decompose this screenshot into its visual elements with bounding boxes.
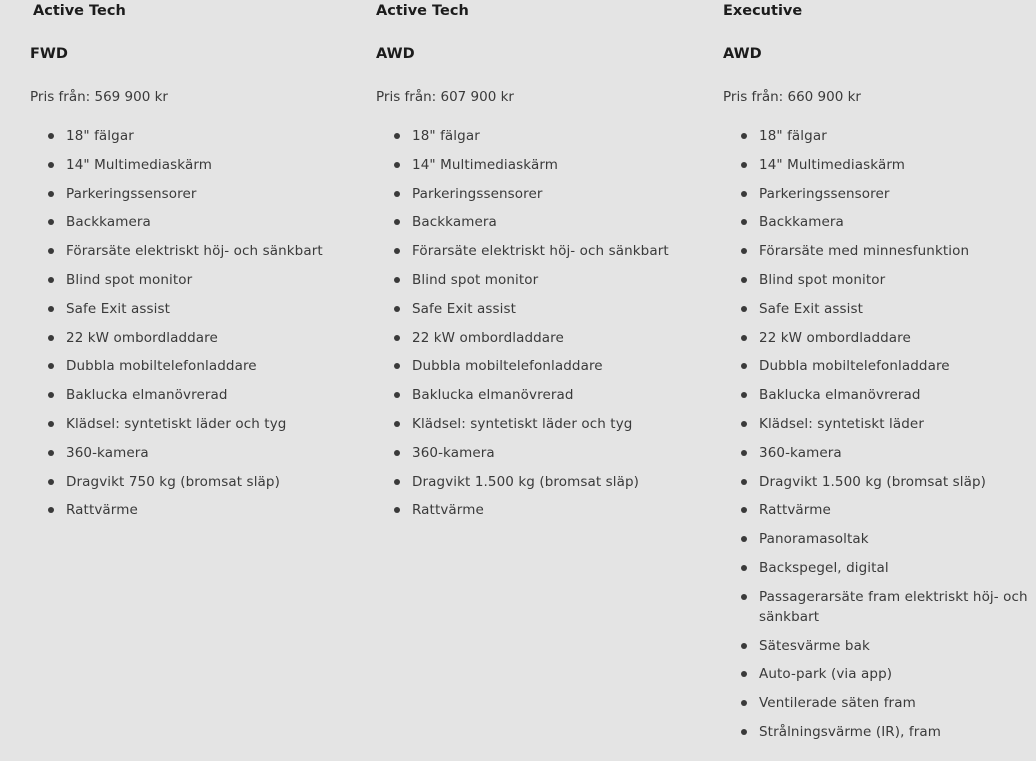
feature-list bbox=[376, 126, 669, 529]
feature-list bbox=[723, 126, 1031, 751]
feature-item: Dragvikt 1.500 kg (bromsat släp) bbox=[376, 472, 669, 492]
feature-item: 22 kW ombordladdare bbox=[376, 328, 669, 348]
feature-item: 360-kamera bbox=[723, 443, 1031, 463]
feature-item: Parkeringssensorer bbox=[376, 184, 669, 204]
feature-item: Klädsel: syntetiskt läder och tyg bbox=[30, 414, 323, 434]
feature-item: Förarsäte med minnesfunktion bbox=[723, 241, 1031, 261]
price-from: Pris från: 569 900 kr bbox=[30, 89, 168, 105]
feature-item: Dubbla mobiltelefonladdare bbox=[723, 356, 1031, 376]
drivetrain: FWD bbox=[30, 46, 68, 62]
model-name: Active Tech bbox=[33, 3, 126, 19]
feature-item: Baklucka elmanövrerad bbox=[30, 385, 323, 405]
feature-item: Parkeringssensorer bbox=[30, 184, 323, 204]
feature-item: 22 kW ombordladdare bbox=[30, 328, 323, 348]
feature-item: Parkeringssensorer bbox=[723, 184, 1031, 204]
feature-item: Backkamera bbox=[723, 212, 1031, 232]
feature-item: Klädsel: syntetiskt läder och tyg bbox=[376, 414, 669, 434]
feature-item: Blind spot monitor bbox=[723, 270, 1031, 290]
feature-item: Panoramasoltak bbox=[723, 529, 1031, 549]
feature-item: Rattvärme bbox=[376, 500, 669, 520]
feature-item: 18" fälgar bbox=[30, 126, 323, 146]
feature-item: Strålningsvärme (IR), fram bbox=[723, 722, 1031, 742]
feature-item: Safe Exit assist bbox=[723, 299, 1031, 319]
feature-item: Dragvikt 1.500 kg (bromsat släp) bbox=[723, 472, 1031, 492]
feature-item: Baklucka elmanövrerad bbox=[376, 385, 669, 405]
drivetrain: AWD bbox=[376, 46, 415, 62]
feature-item: 360-kamera bbox=[30, 443, 323, 463]
feature-item: Rattvärme bbox=[30, 500, 323, 520]
feature-item: 14" Multimediaskärm bbox=[30, 155, 323, 175]
feature-item: Safe Exit assist bbox=[30, 299, 323, 319]
feature-item: Klädsel: syntetiskt läder bbox=[723, 414, 1031, 434]
feature-item: Blind spot monitor bbox=[30, 270, 323, 290]
feature-item: Baklucka elmanövrerad bbox=[723, 385, 1031, 405]
feature-item: 22 kW ombordladdare bbox=[723, 328, 1031, 348]
feature-item: Ventilerade säten fram bbox=[723, 693, 1031, 713]
feature-item: Förarsäte elektriskt höj- och sänkbart bbox=[376, 241, 669, 261]
price-from: Pris från: 660 900 kr bbox=[723, 89, 861, 105]
feature-item: 14" Multimediaskärm bbox=[376, 155, 669, 175]
feature-item: Dubbla mobiltelefonladdare bbox=[30, 356, 323, 376]
feature-item: Dragvikt 750 kg (bromsat släp) bbox=[30, 472, 323, 492]
price-from: Pris från: 607 900 kr bbox=[376, 89, 514, 105]
feature-item: Dubbla mobiltelefonladdare bbox=[376, 356, 669, 376]
feature-item: Förarsäte elektriskt höj- och sänkbart bbox=[30, 241, 323, 261]
model-name: Executive bbox=[723, 3, 803, 19]
drivetrain: AWD bbox=[723, 46, 762, 62]
feature-list bbox=[30, 126, 323, 529]
feature-item: Backkamera bbox=[376, 212, 669, 232]
feature-item: 14" Multimediaskärm bbox=[723, 155, 1031, 175]
feature-item: 18" fälgar bbox=[376, 126, 669, 146]
feature-item: Blind spot monitor bbox=[376, 270, 669, 290]
feature-item: Rattvärme bbox=[723, 500, 1031, 520]
feature-item: 360-kamera bbox=[376, 443, 669, 463]
model-name: Active Tech bbox=[376, 3, 469, 19]
feature-item: Safe Exit assist bbox=[376, 299, 669, 319]
feature-item: Backspegel, digital bbox=[723, 558, 1031, 578]
feature-item: Sätesvärme bak bbox=[723, 636, 1031, 656]
feature-item: Passagerarsäte fram elektriskt höj- och sänkbart bbox=[723, 587, 1031, 627]
feature-item: Auto-park (via app) bbox=[723, 664, 1031, 684]
feature-item: Backkamera bbox=[30, 212, 323, 232]
feature-item: 18" fälgar bbox=[723, 126, 1031, 146]
